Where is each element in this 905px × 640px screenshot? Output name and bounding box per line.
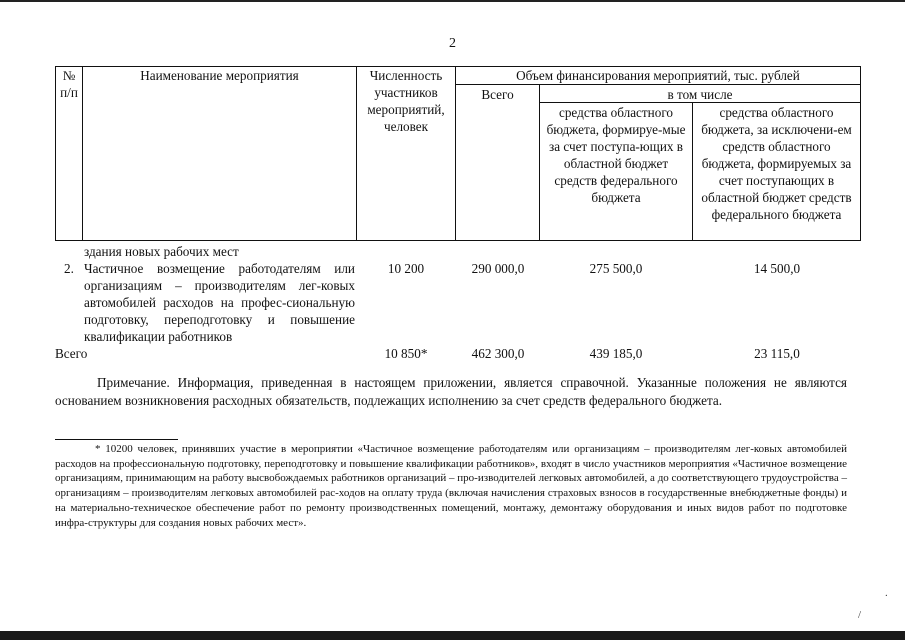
funding-divider <box>455 84 861 85</box>
col-line-4 <box>539 84 540 241</box>
note-paragraph: Примечание. Информация, приведенная в настоящем приложении, является справочной. Указанные положения не являются основанием возникновения расходных обязательств, подлежащих исполнению за счет средств федерального бюджета. <box>55 375 847 408</box>
row-2-regional: 14 500,0 <box>753 261 801 276</box>
header-federal: средства областного бюджета, формируе-мые за счет поступа-ющих в областной бюджет средств федерального бюджета <box>546 105 686 205</box>
scan-dot-mark: . <box>885 587 888 599</box>
header-regional: средства областного бюджета, за исключени-ем средств областного бюджета, формируемых за счет поступающих в областной бюджет средств федерального бюджета <box>701 105 852 222</box>
carryover-text: здания новых рабочих мест <box>84 244 239 259</box>
header-name: Наименование мероприятия <box>140 68 299 83</box>
header-no: № п/п <box>60 68 78 100</box>
total-total: 462 300,0 <box>471 346 525 361</box>
total-federal: 439 185,0 <box>589 346 643 361</box>
scan-tick-mark: / <box>858 609 862 621</box>
total-regional: 23 115,0 <box>754 346 800 361</box>
table-header <box>55 66 861 240</box>
header-bottom-border <box>55 240 861 241</box>
col-line-right <box>860 66 861 241</box>
total-count: 10 850* <box>384 346 428 361</box>
header-count: Численность участников мероприятий, человек <box>367 68 445 134</box>
header-including: в том числе <box>667 87 733 102</box>
header-funding: Объем финансирования мероприятий, тыс. рублей <box>516 68 800 83</box>
row-2-no: 2. <box>64 261 74 276</box>
row-2-count: 10 200 <box>387 261 425 276</box>
header-total: Всего <box>481 87 514 102</box>
row-2-federal: 275 500,0 <box>589 261 643 276</box>
col-line-1 <box>82 66 83 241</box>
col-line-5 <box>692 102 693 241</box>
total-label: Всего <box>55 346 88 361</box>
footnote-text: * 10200 человек, принявших участие в мероприятии «Частичное возмещение работодателям или организациям – производителям лег-ковых автомобилей расходов на профессиональную подготовку, переподготовку и повышение квалификации работников», входят в число участников мероприятия «Частичное возмещение организациям, принимающим на работу высвобождаемых работников организаций – про-изводителей легковых автомобилей, а до соответствующего трудоустройства – организациям – производителям легковых автомобилей рас-ходов на оплату труда (включая начисления страховых взносов в государственные внебюджетные фонды) и на материально-техническое обеспечение работ по ремонту производственных помещений, монтажу, демонтажу оборудования и иных видов работ по подготовке инфра-структуры для создания новых рабочих мест». <box>55 443 847 529</box>
bottom-border <box>0 631 905 640</box>
footnote-separator <box>55 439 178 440</box>
row-2-name: Частичное возмещение работодателям или организациям – производителям лег-ковых автомобилей расходов на профес-сиональную подготовку, переподготовку и повышение квалификации работников <box>84 261 355 344</box>
row-2-total: 290 000,0 <box>471 261 525 276</box>
page-number: 2 <box>449 36 456 51</box>
top-border <box>0 0 905 2</box>
